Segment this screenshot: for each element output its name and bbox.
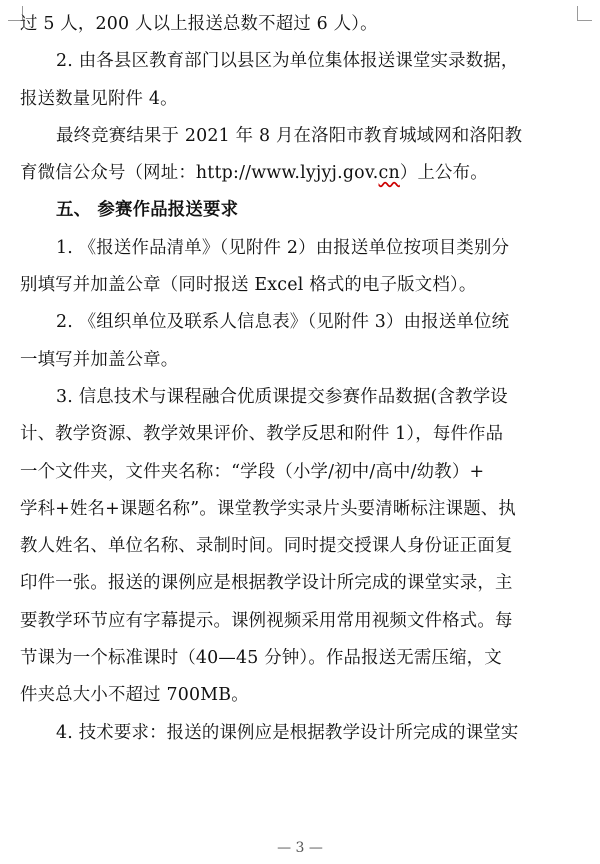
paragraph-line: 计、教学资源、教学效果评价、教学反思和附件 1），每件作品 (20, 424, 504, 445)
page-number: — 3 — (277, 840, 323, 856)
paragraph-line: 要教学环节应有字幕提示。课例视频采用常用视频文件格式。每 (20, 610, 513, 631)
paragraph-line: 一填写并加盖公章。 (20, 349, 179, 370)
paragraph-line: 学科+姓名+课题名称”。课堂教学实录片头要清晰标注课题、执 (20, 498, 516, 519)
paragraph-line: 2. 由各县区教育部门以县区为单位集体报送课堂实录数据， (56, 51, 519, 72)
paragraph-line: 2. 《组织单位及联系人信息表》（见附件 3）由报送单位统 (56, 312, 510, 333)
paragraph-line: 节课为一个标准课时（40—45 分钟）。作品报送无需压缩，文 (20, 648, 502, 669)
paragraph-line: 4. 技术要求：报送的课例应是根据教学设计所完成的课堂实 (56, 722, 519, 743)
section-heading: 五、 参赛作品报送要求 (56, 200, 239, 221)
paragraph-line: 1. 《报送作品清单》（见附件 2）由报送单位按项目类别分 (56, 237, 510, 258)
paragraph-line: 3. 信息技术与课程融合优质课提交参赛作品数据(含教学设 (56, 386, 508, 407)
paragraph-line: 最终竞赛结果于 2021 年 8 月在洛阳市教育城域网和洛阳教 (56, 125, 523, 146)
paragraph-line: 印件一张。报送的课例应是根据教学设计所完成的课堂实录，主 (20, 573, 513, 594)
paragraph-line: 件夹总大小不超过 700MB。 (20, 685, 249, 706)
paragraph-line: 别填写并加盖公章（同时报送 Excel 格式的电子版文档）。 (20, 275, 477, 296)
paragraph-line: 一个文件夹，文件夹名称：“学段（小学/初中/高中/幼教）+ (20, 461, 485, 482)
url-text: cn (378, 163, 400, 184)
paragraph-line: 过 5 人，200 人以上报送总数不超过 6 人）。 (20, 14, 378, 34)
paragraph-line (20, 155, 582, 192)
paragraph-line: 报送数量见附件 4。 (20, 88, 178, 109)
url-text: 育微信公众号（网址：http://www.lyjyj.gov. (20, 163, 379, 184)
paragraph-line: 教人姓名、单位名称、录制时间。同时提交授课人身份证正面复 (20, 536, 513, 557)
paragraph-text: ）上公布。 (399, 163, 488, 184)
document-body (20, 6, 582, 752)
